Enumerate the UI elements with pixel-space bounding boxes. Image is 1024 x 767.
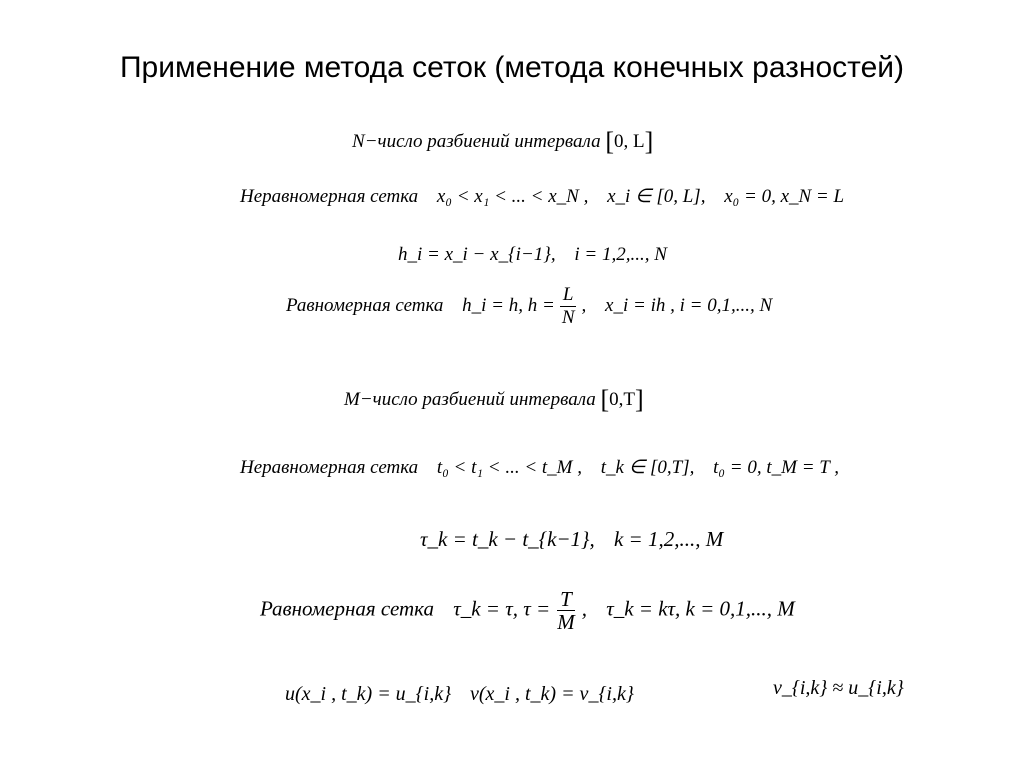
x-uniform-label: Равномерная сетка	[286, 294, 444, 316]
grid-function-v-formula: v(x_i , t_k) = v_{i,k}	[470, 683, 634, 705]
x-intervals-text: −число разбиений интервала	[364, 131, 601, 152]
x-intervals-symbol: N	[352, 131, 365, 152]
x-uniform-step: h_i = h,	[462, 294, 524, 316]
tau-numerator: T	[557, 588, 575, 611]
grid-function-u	[285, 682, 451, 706]
x-node: x_i = ih ,	[605, 294, 675, 316]
x-step-formula: h_i = x_i − x_{i−1},	[398, 244, 556, 265]
t-membership: t_k ∈ [0,T],	[600, 457, 695, 478]
t-uniform-label: Равномерная сетка	[260, 596, 434, 621]
h-denominator: N	[561, 307, 575, 328]
tau-denominator: M	[557, 610, 575, 634]
tau-fraction	[554, 588, 578, 633]
grid-function-v	[470, 682, 634, 706]
t-node: τ_k = kτ,	[606, 596, 681, 621]
t-nonuniform-order: t₀ < t₁ < ... < t_M ,	[436, 457, 583, 478]
x-membership: x_i ∈ [0, L],	[607, 186, 706, 207]
t-uniform-step: τ_k = τ,	[453, 596, 518, 621]
h-lhs: h =	[527, 294, 555, 316]
x-nonuniform-order: x₀ < x₁ < ... < x_N ,	[436, 186, 589, 207]
tau-lhs: τ =	[523, 596, 551, 621]
h-fraction	[559, 284, 578, 329]
t-intervals-text: −число разбиений интервала	[359, 389, 596, 410]
t-index-range: k = 1,2,..., M	[613, 527, 724, 551]
t-intervals-symbol: M	[344, 389, 360, 410]
t-nonuniform-grid	[240, 456, 839, 480]
page-title: Применение метода сеток (метода конечных разностей)	[119, 51, 905, 84]
h-numerator: L	[560, 284, 577, 307]
t-nonuniform-label: Неравномерная сетка	[240, 457, 419, 478]
x-node-range: i = 0,1,..., N	[679, 294, 773, 316]
grid-approximation-formula: v_{i,k} ≈ u_{i,k}	[773, 677, 904, 699]
x-intervals-definition: N−число разбиений интервала [0, L]	[352, 127, 654, 156]
x-boundary: x₀ = 0, x_N = L	[724, 186, 845, 207]
x-interval: 0, L	[614, 131, 645, 152]
x-index-range: i = 1,2,..., N	[574, 244, 667, 265]
x-nonuniform-grid	[240, 185, 844, 209]
x-step-definition	[398, 243, 667, 267]
x-uniform-grid: Равномерная сетка h_i = h, h = $\frac{L}{N}$ , x_i = ih , i = 0,1,..., N	[286, 284, 773, 328]
t-interval: 0,T	[609, 389, 635, 410]
grid-approximation	[773, 676, 904, 700]
t-step-definition	[420, 527, 723, 551]
t-node-range: k = 0,1,..., M	[685, 596, 795, 621]
t-intervals-definition: M−число разбиений интервала [0,T]	[344, 385, 644, 414]
t-step-formula: τ_k = t_k − t_{k−1},	[420, 527, 595, 551]
x-nonuniform-label: Неравномерная сетка	[240, 186, 419, 207]
t-boundary: t₀ = 0, t_M = T ,	[713, 457, 839, 478]
grid-function-u-formula: u(x_i , t_k) = u_{i,k}	[285, 683, 452, 705]
t-uniform-grid: Равномерная сетка τ_k = τ, τ = $\frac{T}{M}$ , τ_k = kτ, k = 0,1,..., M	[260, 587, 795, 634]
